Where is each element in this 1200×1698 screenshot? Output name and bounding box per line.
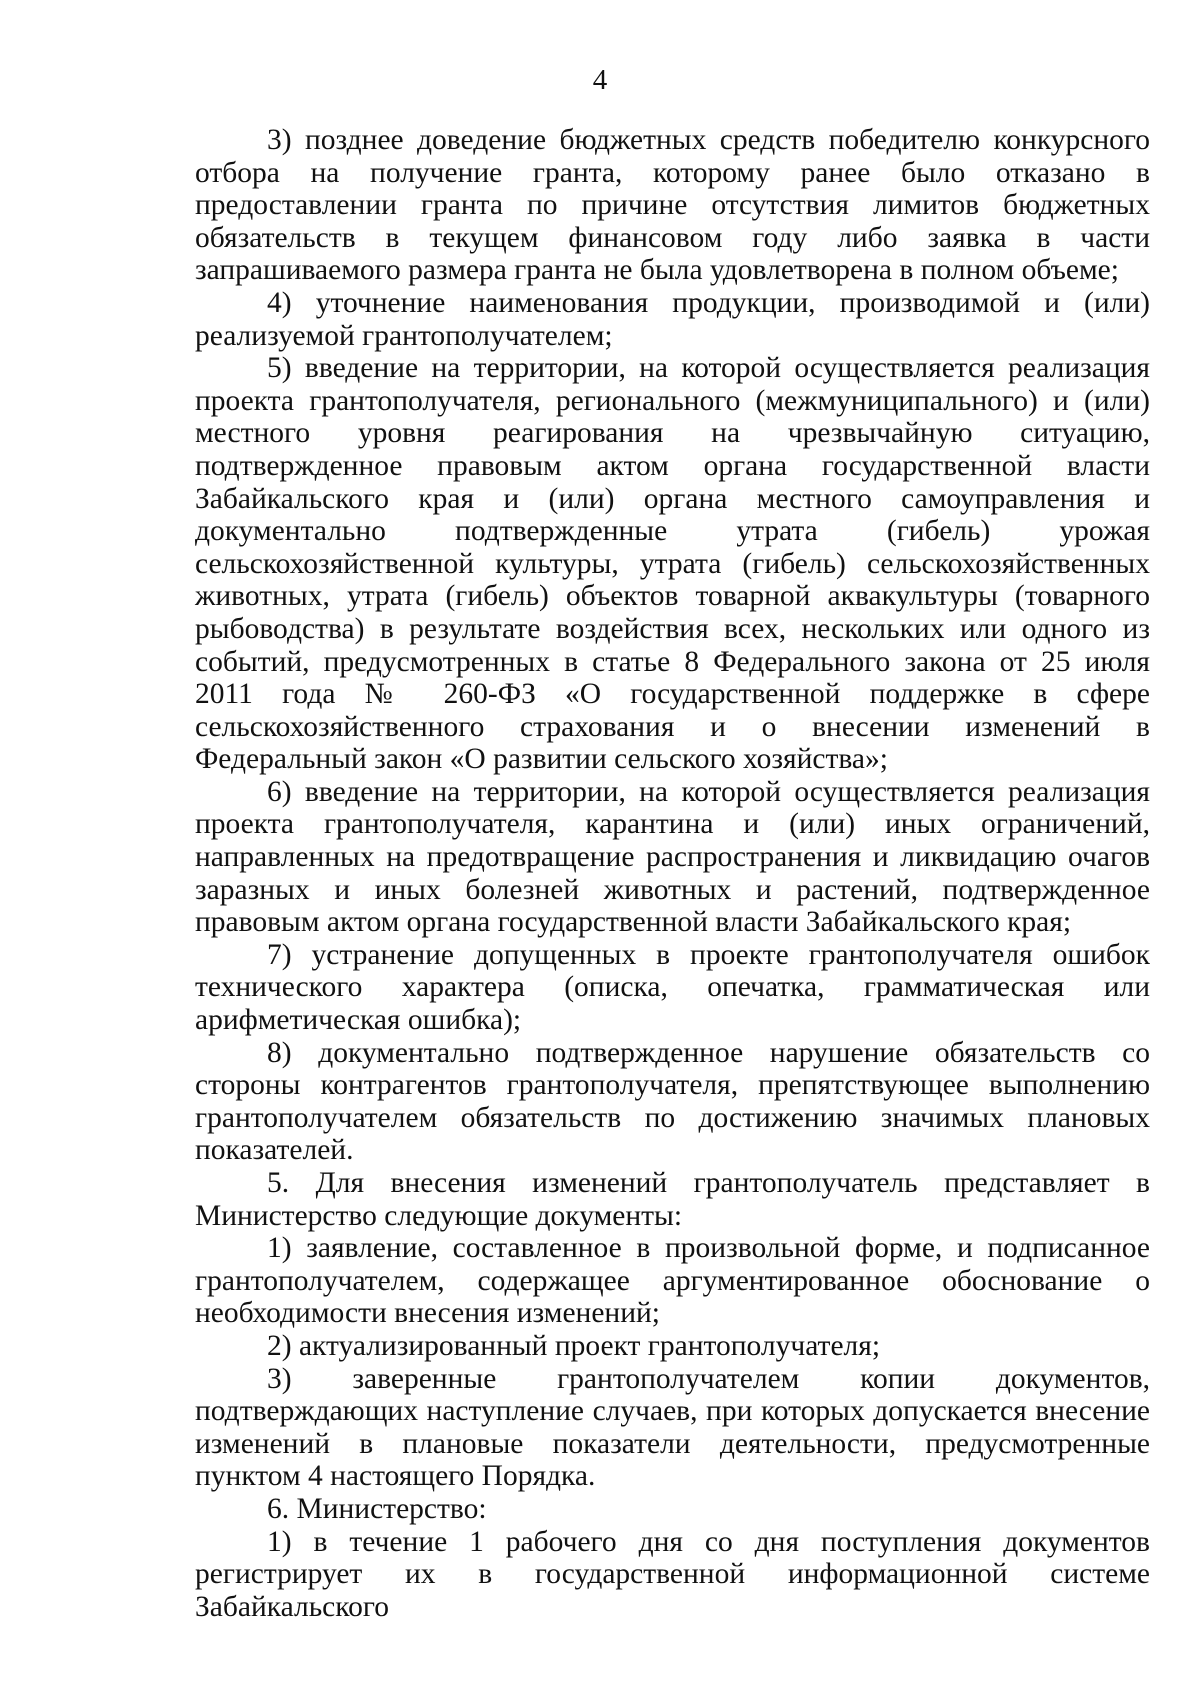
paragraph-item-5-emergency: 5) введение на территории, на которой осуществляется реализация проекта грантополучателя, регионального (межмуниципального) и (или) местного уровня реагирования на чрезвычайную ситуацию, подтвержденное правовым актом органа государственной власти Забайкальского края и (или) органа местного самоуправления и документально подтвержденные утрата (гибель) урожая сельскохозяйственной культуры, утрата (гибель) сельскохозяйственных животных, утрата (гибель) объектов товарной аквакультуры (товарного рыбоводства) в результате воздействия всех, нескольких или одного из событий, предусмотренных в статье 8 Федерального закона от 25 июля 2011 года № 260-ФЗ «О государственной поддержке в сфере сельскохозяйственного страхования и о внесении изменений в Федеральный закон «О развитии сельского хозяйства»; (195, 352, 1150, 776)
paragraph-doc-1-application: 1) заявление, составленное в произвольной форме, и подписанное грантополучателем, содержащее аргументированное обоснование о необходимости внесения изменений; (195, 1232, 1150, 1330)
page-number: 4 (592, 64, 608, 96)
paragraph-item-8-contractor-breach: 8) документально подтвержденное нарушение обязательств со стороны контрагентов грантополучателя, препятствующее выполнению грантополучателем обязательств по достижению значимых плановых показателей. (195, 1036, 1150, 1167)
document-body (195, 124, 1150, 1623)
paragraph-section-6-ministry: 6. Министерство: (267, 1492, 487, 1525)
paragraph-item-3-late-funds: 3) позднее доведение бюджетных средств победителю конкурсного отбора на получение гранта, которому ранее было отказано в предоставлении гранта по причине отсутствия лимитов бюджетных обязательств в текущем финансовом году либо заявка в части запрашиваемого размера гранта не была удовлетворена в полном объеме; (195, 124, 1150, 287)
paragraph-doc-3-certified-copies: 3) заверенные грантополучателем копии документов, подтверждающих наступление случаев, при которых допускается внесение изменений в плановые показатели деятельности, предусмотренные пунктом 4 настоящего Порядка. (195, 1362, 1150, 1493)
paragraph-item-4-product-name: 4) уточнение наименования продукции, производимой и (или) реализуемой грантополучателем; (195, 286, 1150, 352)
paragraph-item-7-technical-errors: 7) устранение допущенных в проекте грантополучателя ошибок технического характера (описка, опечатка, грамматическая или арифметическая ошибка); (195, 938, 1150, 1037)
paragraph-section-5-documents: 5. Для внесения изменений грантополучатель представляет в Министерство следующие документы: (195, 1167, 1150, 1232)
paragraph-doc-2-updated-project: 2) актуализированный проект грантополучателя; (267, 1329, 881, 1362)
paragraph-item-6-quarantine: 6) введение на территории, на которой осуществляется реализация проекта грантополучателя, карантина и (или) иных ограничений, направленных на предотвращение распространения и ликвидацию очагов заразных и иных болезней животных и растений, подтвержденное правовым актом органа государственной власти Забайкальского края; (195, 775, 1150, 939)
paragraph-ministry-1-registration: 1) в течение 1 рабочего дня со дня поступления документов регистрирует их в государственной информационной системе Забайкальского (195, 1525, 1150, 1623)
